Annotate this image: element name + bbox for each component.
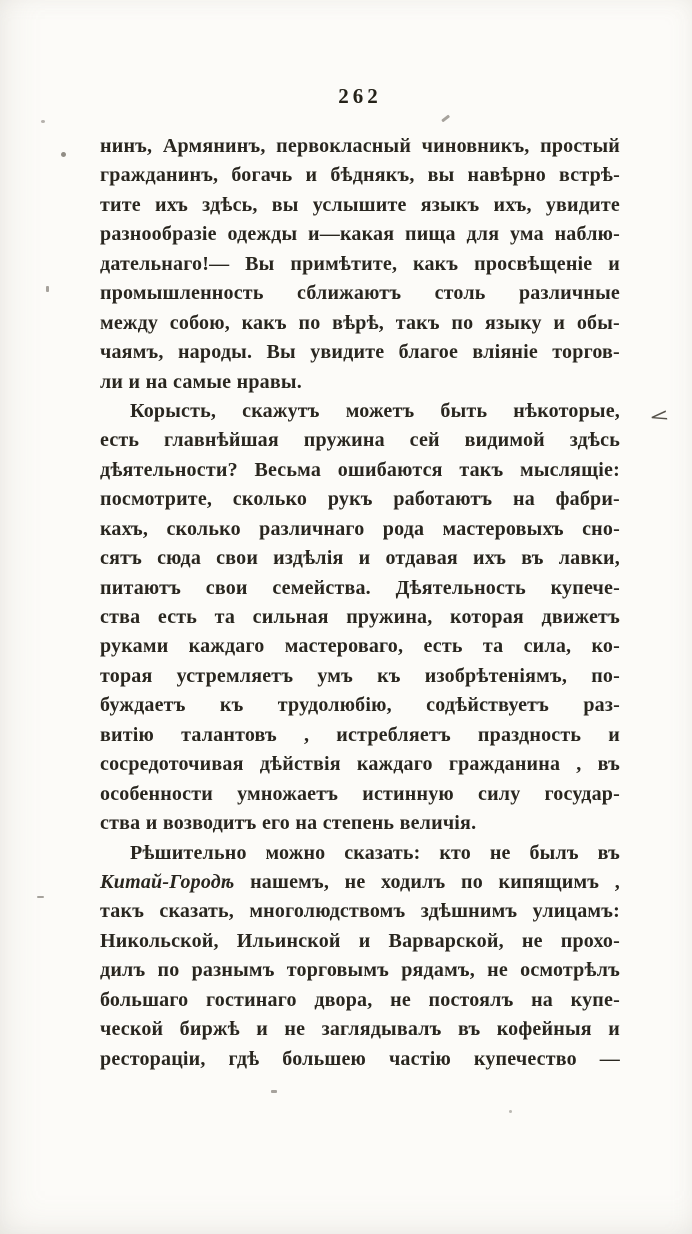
text-line: [100, 839, 620, 868]
word: ихъ: [155, 193, 189, 216]
word: ства: [100, 606, 141, 628]
word: вѣрѣ,: [332, 311, 385, 334]
word: свои: [216, 547, 259, 570]
word: та: [482, 635, 504, 658]
text-line: [100, 574, 620, 603]
text-line: [100, 927, 620, 956]
word: чиновникъ,: [421, 135, 530, 157]
word: нѣкоторые,: [513, 399, 620, 422]
word: купе-: [570, 988, 620, 1011]
text-line: [100, 368, 620, 397]
word: вы: [271, 193, 299, 216]
word: сильная: [252, 606, 329, 628]
word: и: [608, 723, 620, 746]
text-line: [100, 309, 620, 338]
word: столь: [434, 282, 486, 305]
text-line: [100, 220, 620, 249]
word: можно: [265, 841, 326, 864]
word: на: [295, 812, 318, 835]
word: фабри-: [555, 488, 620, 511]
word: устремляетъ: [176, 664, 294, 687]
word: та: [214, 606, 236, 628]
word: различнаго: [259, 517, 365, 540]
word: сила,: [523, 635, 572, 658]
text-line: [100, 132, 620, 161]
word: рукъ: [327, 488, 373, 511]
word: и: [256, 1018, 268, 1041]
text-line: [100, 662, 620, 691]
word: быть: [440, 399, 488, 422]
text-line: [100, 191, 620, 220]
word: на: [145, 370, 168, 393]
word: частію: [388, 1047, 451, 1070]
word: ихъ: [473, 547, 507, 570]
word: изобрѣтеніямъ,: [424, 664, 568, 687]
word: между: [100, 311, 159, 334]
word: сближаютъ: [297, 282, 402, 305]
word: заглядывалъ: [321, 1018, 442, 1041]
word: силу: [478, 782, 521, 805]
word: благое: [398, 341, 459, 364]
word: собою,: [169, 311, 230, 334]
text-line: [100, 897, 620, 926]
word: на: [531, 988, 554, 1011]
word: купечество: [473, 1047, 577, 1070]
word: нинъ,: [100, 135, 153, 157]
word: которая: [450, 606, 524, 628]
word: ,: [303, 723, 310, 746]
word: къ: [219, 694, 244, 717]
word: здѣсь,: [202, 193, 258, 216]
word: умъ: [317, 664, 353, 687]
word: можетъ: [345, 399, 415, 422]
word: навѣрно: [467, 164, 546, 187]
text-line: [100, 397, 620, 426]
text-line: [100, 691, 620, 720]
word: торгов-: [552, 341, 620, 364]
word: кофейныя: [496, 1018, 592, 1041]
word: языку: [485, 311, 542, 334]
word: гостинаго: [205, 988, 297, 1011]
word: рода: [382, 517, 425, 540]
word: увидите: [310, 341, 385, 364]
word: видимой: [464, 429, 545, 452]
word: лавки,: [558, 547, 620, 570]
word: мастероваго,: [284, 635, 404, 658]
word: Весьма: [254, 458, 322, 481]
word: просвѣщеніе: [474, 252, 593, 275]
word: въ: [521, 547, 544, 570]
word: одежды: [227, 223, 298, 246]
word: нравы.: [236, 370, 302, 393]
word: не: [284, 1018, 306, 1041]
word: на: [512, 488, 535, 511]
word: степень: [322, 812, 395, 835]
word: примѣтите,: [290, 252, 398, 275]
word: руками: [100, 635, 169, 658]
word: по: [157, 959, 180, 982]
text-line: [100, 1015, 620, 1044]
ink-speck: [41, 120, 45, 123]
word: пружина: [303, 429, 385, 452]
word: такъ: [459, 458, 504, 481]
word: скажутъ: [242, 399, 320, 422]
text-line: [100, 485, 620, 514]
word: гдѣ: [228, 1047, 260, 1070]
word: сказать:: [344, 841, 421, 864]
word: есть: [423, 635, 463, 658]
word: Никольской,: [100, 929, 219, 952]
word: Армянинъ,: [162, 135, 266, 157]
ink-speck: [46, 286, 49, 292]
ink-speck: [509, 1110, 512, 1113]
word: самые: [173, 370, 232, 393]
word: большаго: [100, 988, 189, 1011]
text-line: [100, 986, 620, 1015]
word: трудолюбію,: [277, 694, 392, 717]
word: прохо-: [560, 929, 620, 952]
ink-speck: [441, 114, 450, 122]
word: бѣднякъ,: [330, 164, 415, 187]
word: какъ: [241, 311, 287, 334]
word: первокласный: [276, 135, 412, 157]
word: и: [553, 311, 566, 334]
word: Вы: [245, 252, 275, 275]
paragraph: [100, 132, 620, 397]
text-line: [100, 279, 620, 308]
word: такъ: [395, 311, 440, 334]
word: Варварской,: [388, 929, 504, 952]
text-line: [100, 250, 620, 279]
word: и: [608, 252, 620, 275]
word: языкъ: [420, 193, 480, 216]
word: мастеровыхъ: [442, 517, 564, 540]
word: ли: [100, 370, 124, 393]
word: ума: [509, 223, 544, 246]
word: нашемъ,: [250, 870, 330, 893]
word: большею: [282, 1047, 367, 1070]
word: его: [261, 812, 290, 835]
word: и: [128, 370, 141, 393]
word: услышите: [312, 193, 407, 216]
word: семейства.: [272, 576, 371, 599]
word: каждаго: [188, 635, 265, 658]
word: Китай-Городѣ: [100, 870, 235, 893]
word: былъ: [529, 841, 579, 864]
text-line: [100, 456, 620, 485]
text-line: [100, 515, 620, 544]
handwritten-margin-mark: <: [647, 404, 671, 428]
word: ихъ,: [493, 193, 532, 216]
word: гражданинъ,: [100, 164, 219, 187]
word: тите: [100, 193, 141, 216]
text-line: [100, 809, 620, 838]
word: особенности: [100, 782, 213, 805]
text-line: [100, 632, 620, 661]
word: сколько: [232, 488, 308, 511]
word: дилъ: [100, 959, 146, 982]
word: не: [390, 988, 411, 1011]
word: и: [358, 547, 371, 570]
word: по-: [591, 664, 620, 687]
word: торая: [100, 664, 153, 687]
text-line: [100, 161, 620, 190]
word: здѣшнимъ: [420, 900, 518, 923]
word: въ: [597, 841, 620, 864]
text-line: [100, 721, 620, 750]
word: отдавая: [385, 547, 458, 570]
word: Ильинской: [236, 929, 341, 952]
word: осмотрѣлъ: [520, 959, 620, 982]
word: вы: [427, 164, 455, 187]
word: биржѣ: [179, 1018, 240, 1041]
word: обы-: [576, 311, 620, 334]
word: ства: [100, 812, 141, 835]
word: питаютъ: [100, 576, 182, 599]
word: рестораціи,: [100, 1047, 206, 1070]
word: такъ: [100, 900, 145, 923]
word: къ: [377, 664, 401, 687]
word: пружина,: [346, 606, 433, 628]
word: сюда: [157, 547, 202, 570]
word: ,: [576, 753, 582, 776]
word: наблю-: [554, 223, 620, 246]
word: и: [145, 812, 158, 835]
word: праздность: [477, 723, 582, 746]
word: въ: [457, 1018, 481, 1041]
word: не: [521, 929, 543, 952]
word: сно-: [582, 517, 620, 540]
word: талантовъ: [181, 723, 277, 746]
ink-speck: [37, 896, 44, 898]
word: народы.: [177, 341, 253, 364]
word: чаямъ,: [100, 341, 164, 364]
word: не: [487, 959, 508, 982]
word: движетъ: [541, 606, 620, 628]
word: —: [599, 1047, 620, 1070]
word: ко-: [591, 635, 620, 658]
word: Рѣшительно: [130, 841, 247, 864]
word: въ: [597, 753, 620, 776]
word: мыслящіе:: [520, 458, 620, 481]
text-line: [100, 868, 620, 897]
word: торговымъ: [286, 959, 390, 982]
word: встрѣ-: [559, 164, 620, 187]
word: сказать,: [159, 900, 235, 923]
word: не: [344, 870, 366, 893]
word: кто: [439, 841, 471, 864]
text-line: [100, 956, 620, 985]
word: дѣйствія: [259, 753, 341, 776]
word: сей: [409, 429, 440, 452]
word: по: [460, 870, 483, 893]
text-block: [100, 132, 620, 1074]
ink-speck: [61, 152, 66, 157]
word: содѣйствуетъ: [426, 694, 550, 717]
word: есть: [157, 606, 198, 628]
word: гражданина: [448, 753, 561, 776]
word: не: [489, 841, 511, 864]
word: истребляетъ: [336, 723, 451, 746]
word: для: [466, 223, 500, 246]
word: разнымъ: [191, 959, 275, 982]
word: различные: [518, 282, 620, 305]
word: истинную: [362, 782, 454, 805]
word: Дѣятельность: [395, 576, 526, 599]
word: главнѣйшая: [164, 429, 279, 452]
word: увидите: [545, 193, 620, 216]
word: кипящимъ: [498, 870, 600, 893]
paragraph: [100, 839, 620, 1075]
word: сятъ: [100, 547, 142, 570]
word: по: [451, 311, 474, 334]
word: сосредоточивая: [100, 753, 244, 776]
word: государ-: [544, 782, 620, 805]
word: улицамъ:: [532, 900, 620, 923]
text-line: [100, 426, 620, 455]
word: сколько: [166, 517, 241, 540]
word: работаютъ: [393, 488, 493, 511]
text-line: [100, 544, 620, 573]
word: ходилъ: [381, 870, 446, 893]
word: раз-: [583, 694, 620, 717]
word: купече-: [550, 576, 620, 599]
text-line: [100, 780, 620, 809]
word: ошибаются: [337, 458, 443, 481]
word: Вы: [266, 341, 296, 364]
text-line: [100, 603, 620, 632]
word: свои: [205, 576, 248, 599]
word: есть: [100, 429, 140, 452]
word: кахъ,: [100, 517, 149, 540]
word: и—какая: [308, 223, 395, 246]
word: каждаго: [356, 753, 433, 776]
word: издѣлія: [273, 547, 344, 570]
word: дательнаго!—: [100, 252, 230, 275]
word: возводитъ: [162, 812, 257, 835]
text-line: [100, 750, 620, 779]
word: ,: [614, 870, 620, 893]
word: постоялъ: [428, 988, 514, 1011]
word: и: [305, 164, 318, 187]
paragraph: [100, 397, 620, 839]
word: здѣсь: [569, 429, 620, 452]
word: умножаетъ: [237, 782, 339, 805]
word: вліяніе: [472, 341, 538, 364]
word: какъ: [413, 252, 459, 275]
word: пища: [404, 223, 456, 246]
word: по: [298, 311, 321, 334]
word: витію: [100, 723, 154, 746]
word: и: [608, 1018, 620, 1041]
word: богачь: [231, 164, 293, 187]
word: простый: [540, 135, 620, 157]
word: промышленность: [100, 282, 264, 305]
word: и: [358, 929, 371, 952]
word: буждаетъ: [100, 694, 186, 717]
word: разнообразіе: [100, 223, 217, 246]
word: двора,: [314, 988, 373, 1011]
word: рядамъ,: [401, 959, 475, 982]
word: величія.: [399, 812, 477, 835]
word: дѣятельности?: [100, 458, 238, 481]
ink-speck: [271, 1090, 277, 1093]
text-line: [100, 1045, 620, 1074]
word: многолюдствомъ: [249, 900, 406, 923]
word: ческой: [100, 1018, 164, 1041]
page-number: 262: [338, 84, 382, 108]
word: Корысть,: [130, 399, 217, 422]
word: посмотрите,: [100, 488, 213, 511]
text-line: [100, 338, 620, 367]
